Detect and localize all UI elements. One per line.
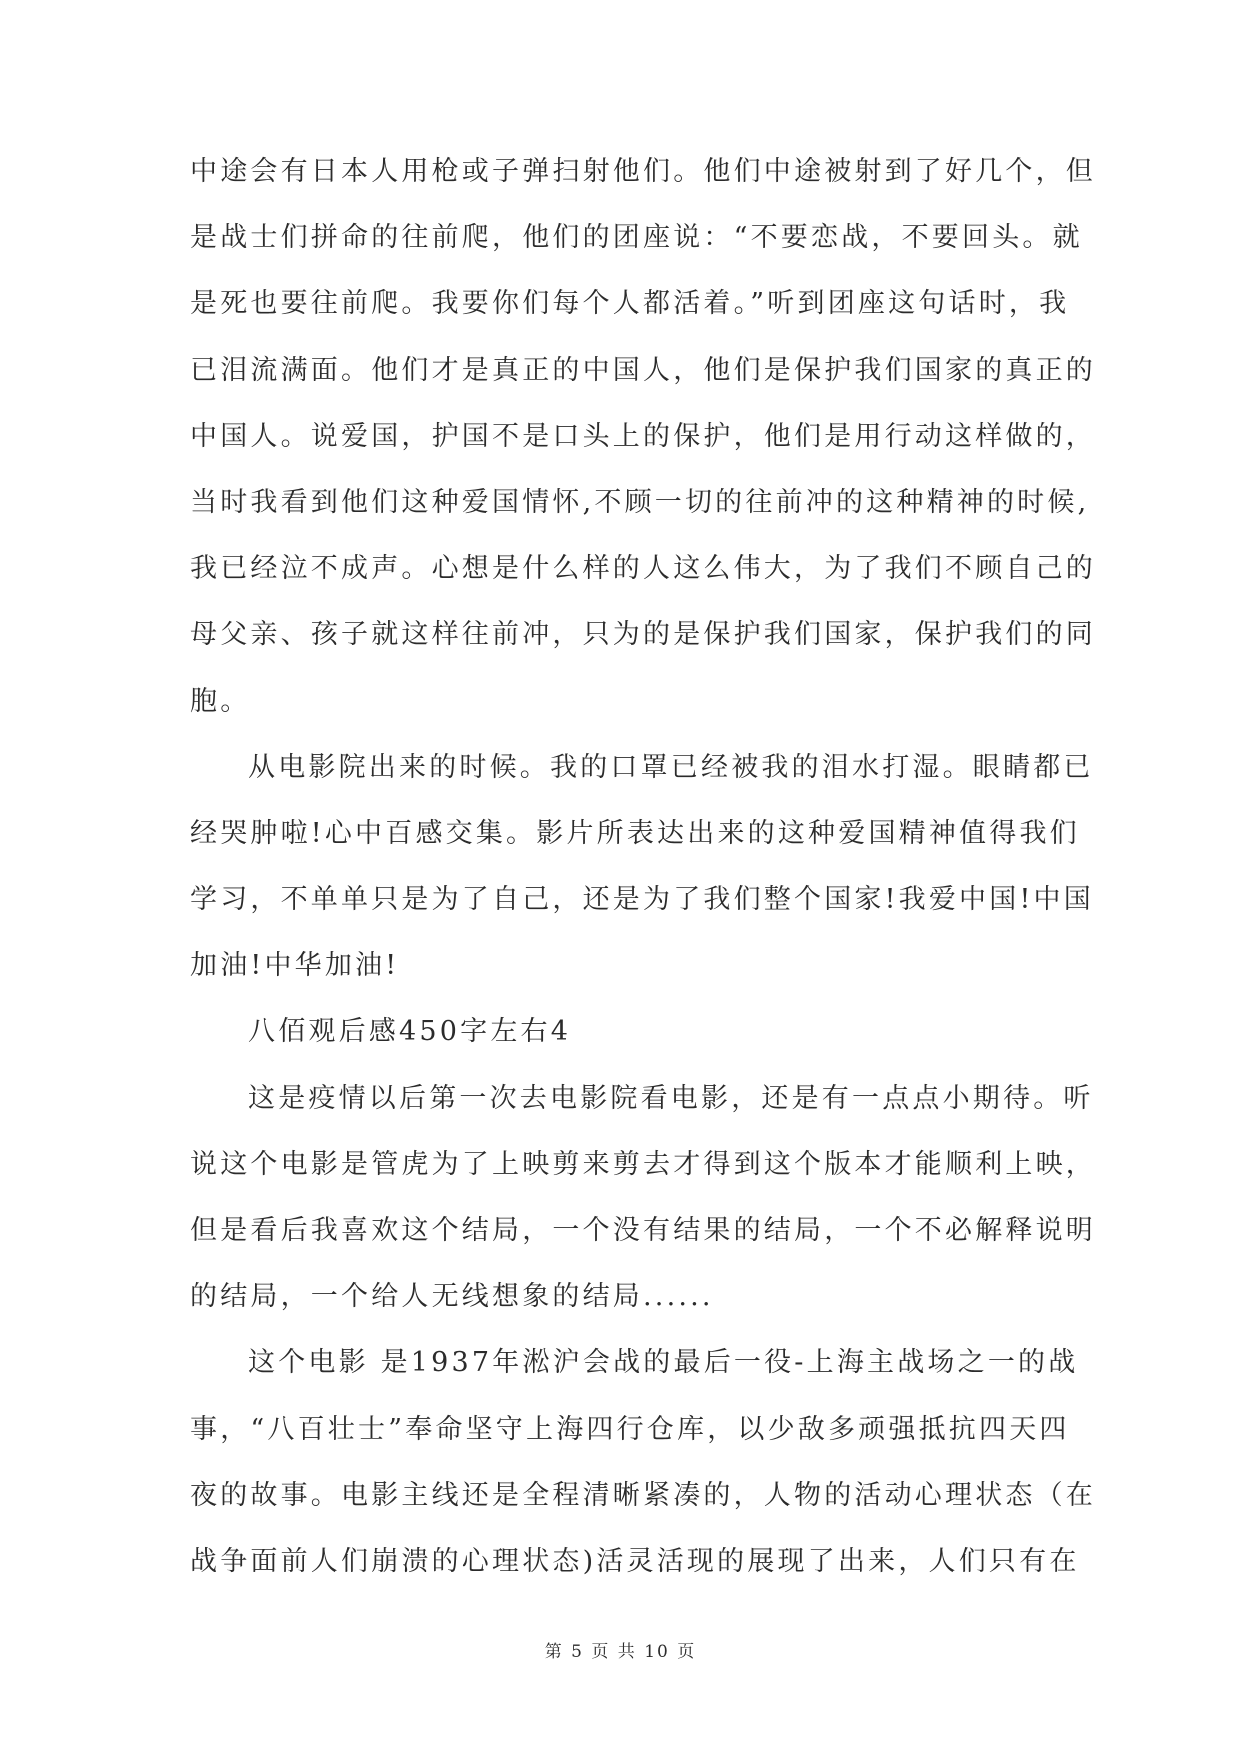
text-line: 胞。 (190, 685, 251, 717)
text-line: 中途会有日本人用枪或子弹扫射他们。他们中途被射到了好几个，但 (190, 156, 1096, 187)
text-line: 的结局，一个给人无线想象的结局...... (190, 1281, 714, 1313)
document-body (190, 156, 1096, 1614)
text-line: 说这个电影是管虎为了上映剪来剪去才得到这个版本才能顺利上映， (190, 1148, 1096, 1180)
text-line: 是死也要往前爬。我要你们每个人都活着。”听到团座这句话时，我 (190, 288, 1070, 320)
text-line: 已泪流满面。他们才是真正的中国人，他们是保护我们国家的真正的 (190, 354, 1096, 386)
text-line: 加油!中华加油! (190, 950, 400, 982)
section-heading: 八佰观后感450字左右4 (248, 1016, 572, 1048)
text-line: 是战士们拼命的往前爬，他们的团座说：“不要恋战，不要回头。就 (190, 222, 1083, 254)
text-line: 当时我看到他们这种爱国情怀,不顾一切的往前冲的这种精神的时候, (190, 486, 1090, 518)
text-line: 我已经泣不成声。心想是什么样的人这么伟大，为了我们不顾自己的 (190, 553, 1096, 585)
text-line: 母父亲、孩子就这样往前冲，只为的是保护我们国家，保护我们的同 (190, 619, 1096, 651)
text-line: 中国人。说爱国，护国不是口头上的保护，他们是用行动这样做的， (190, 420, 1096, 452)
paragraph-start-line: 这个电影 是1937年淞沪会战的最后一役-上海主战场之一的战 (248, 1347, 1079, 1379)
text-line: 学习，不单单只是为了自己，还是为了我们整个国家!我爱中国!中国 (190, 884, 1094, 916)
paragraph-start-line: 从电影院出来的时候。我的口罩已经被我的泪水打湿。眼睛都已 (248, 751, 1094, 783)
text-line: 夜的故事。电影主线还是全程清晰紧凑的，人物的活动心理状态（在 (190, 1479, 1096, 1511)
text-line: 战争面前人们崩溃的心理状态)活灵活现的展现了出来，人们只有在 (190, 1545, 1080, 1577)
page-number-footer: 第 5 页 共 10 页 (544, 1642, 697, 1662)
text-line: 经哭肿啦!心中百感交集。影片所表达出来的这种爱国精神值得我们 (190, 817, 1080, 849)
text-line: 事，“八百壮士”奉命坚守上海四行仓库，以少敌多顽强抵抗四天四 (190, 1413, 1070, 1445)
text-line: 但是看后我喜欢这个结局，一个没有结果的结局，一个不必解释说明 (190, 1215, 1096, 1246)
paragraph-start-line: 这是疫情以后第一次去电影院看电影，还是有一点点小期待。听 (248, 1082, 1094, 1114)
